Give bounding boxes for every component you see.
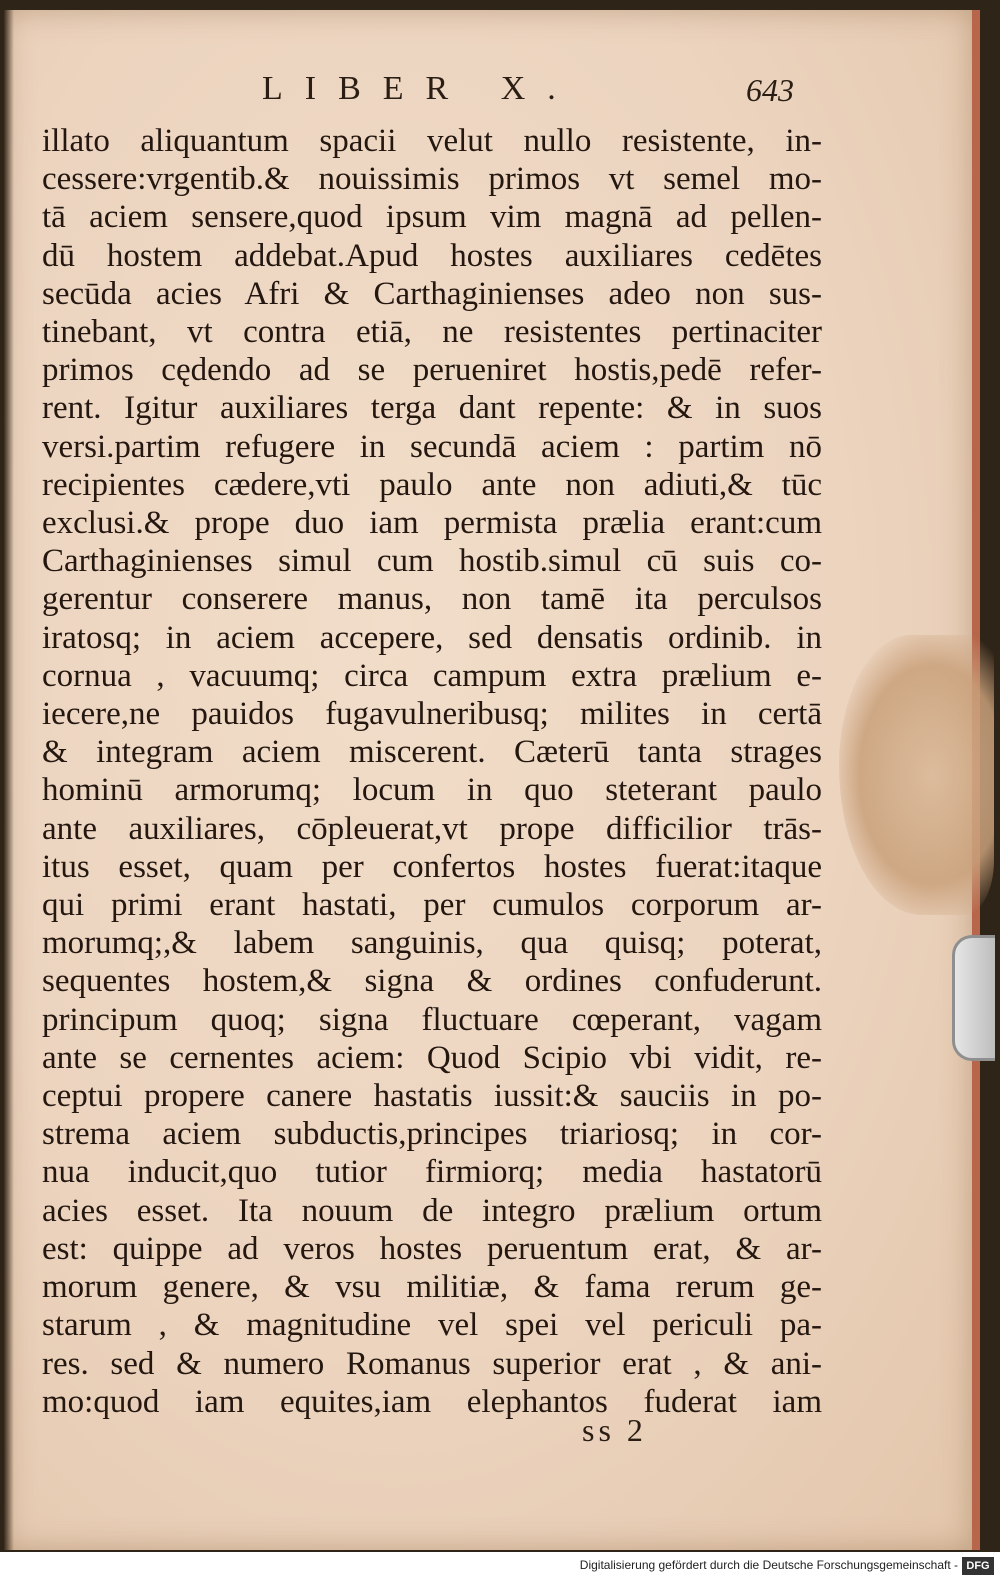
text-line: dū hostem addebat.Apud hostes auxiliares cedētes [42,237,822,274]
text-line: gerentur conserere manus, non tamē ita perculsos [42,581,822,618]
text-line: res. sed & numero Romanus superior erat , & ani- [42,1345,822,1382]
page-gutter-shadow [4,10,14,1550]
text-line: starum , & magnitudine vel spei vel periculi pa- [42,1307,822,1344]
text-line: recipientes cædere,vti paulo ante non adiuti,& tūc [42,466,822,503]
text-line: qui primi erant hastati, per cumulos corporum ar- [42,887,822,924]
text-line: rent. Igitur auxiliares terga dant repente: & in suos [42,390,822,427]
footer-credit: Digitalisierung gefördert durch die Deutsche Forschungsgemeinschaft - [579,1558,958,1572]
text-line: acies esset. Ita nouum de integro prælium ortum [42,1192,822,1229]
text-line: exclusi.& prope duo iam permista prælia erant:cum [42,505,822,542]
text-line: Carthaginienses simul cum hostib.simul cū suis co- [42,543,822,580]
dfg-logo-icon: DFG [962,1557,994,1575]
footer-bar [0,1552,1000,1583]
text-line: nua inducit,quo tutior firmiorq; media hastatorū [42,1154,822,1191]
text-line: morum genere, & vsu militiæ, & fama rerum ge- [42,1269,822,1306]
text-line: est: quippe ad veros hostes peruentum erat, & ar- [42,1230,822,1267]
text-line: secūda acies Afri & Carthaginienses adeo non sus- [42,275,822,312]
page-clip [952,935,995,1061]
text-line: ante se cernentes aciem: Quod Scipio vbi vidit, re- [42,1039,822,1076]
text-line: strema aciem subductis,principes triariosq; in cor- [42,1116,822,1153]
text-line: primos cędendo ad se perueniret hostis,pedē refer- [42,352,822,389]
text-line: cornua , vacuumq; circa campum extra prælium e- [42,657,822,694]
text-line: ceptui propere canere hastatis iussit:& sauciis in po- [42,1078,822,1115]
text-line: & integram aciem miscerent. Cæterū tanta strages [42,734,822,771]
text-line: morumq;,& labem sanguinis, qua quisq; poterat, [42,925,822,962]
text-line: illato aliquantum spacii velut nullo resistente, in- [42,123,822,159]
text-line: hominū armorumq; locum in quo steterant paulo [42,772,822,809]
text-line: ante auxiliares, cōpleuerat,vt prope difficilior trās- [42,810,822,847]
text-line: tā aciem sensere,quod ipsum vim magnā ad pellen- [42,199,822,236]
text-line: cessere:vrgentib.& nouissimis primos vt semel mo- [42,161,822,198]
text-line: versi.partim refugere in secundā aciem : partim nō [42,428,822,465]
text-line: iratosq; in aciem accepere, sed densatis ordinib. in [42,619,822,656]
text-line: sequentes hostem,& signa & ordines confuderunt. [42,963,822,1000]
page-number: 643 [746,72,794,108]
body-text [42,122,822,1421]
text-line: mo:quod iam equites,iam elephantos fuderat iam [42,1383,822,1420]
water-stain [839,635,994,915]
text-line: itus esset, quam per confertos hostes fuerat:itaque [42,848,822,885]
running-head: LIBER X. [262,70,578,107]
signature-mark: ss 2 [582,1412,647,1448]
text-line: iecere,ne pauidos fugavulneribusq; milites in certā [42,696,822,733]
book-page [4,10,980,1550]
text-line: principum quoq; signa fluctuare cœperant, vagam [42,1001,822,1038]
text-line: tinebant, vt contra etiā, ne resistentes pertinaciter [42,314,822,351]
